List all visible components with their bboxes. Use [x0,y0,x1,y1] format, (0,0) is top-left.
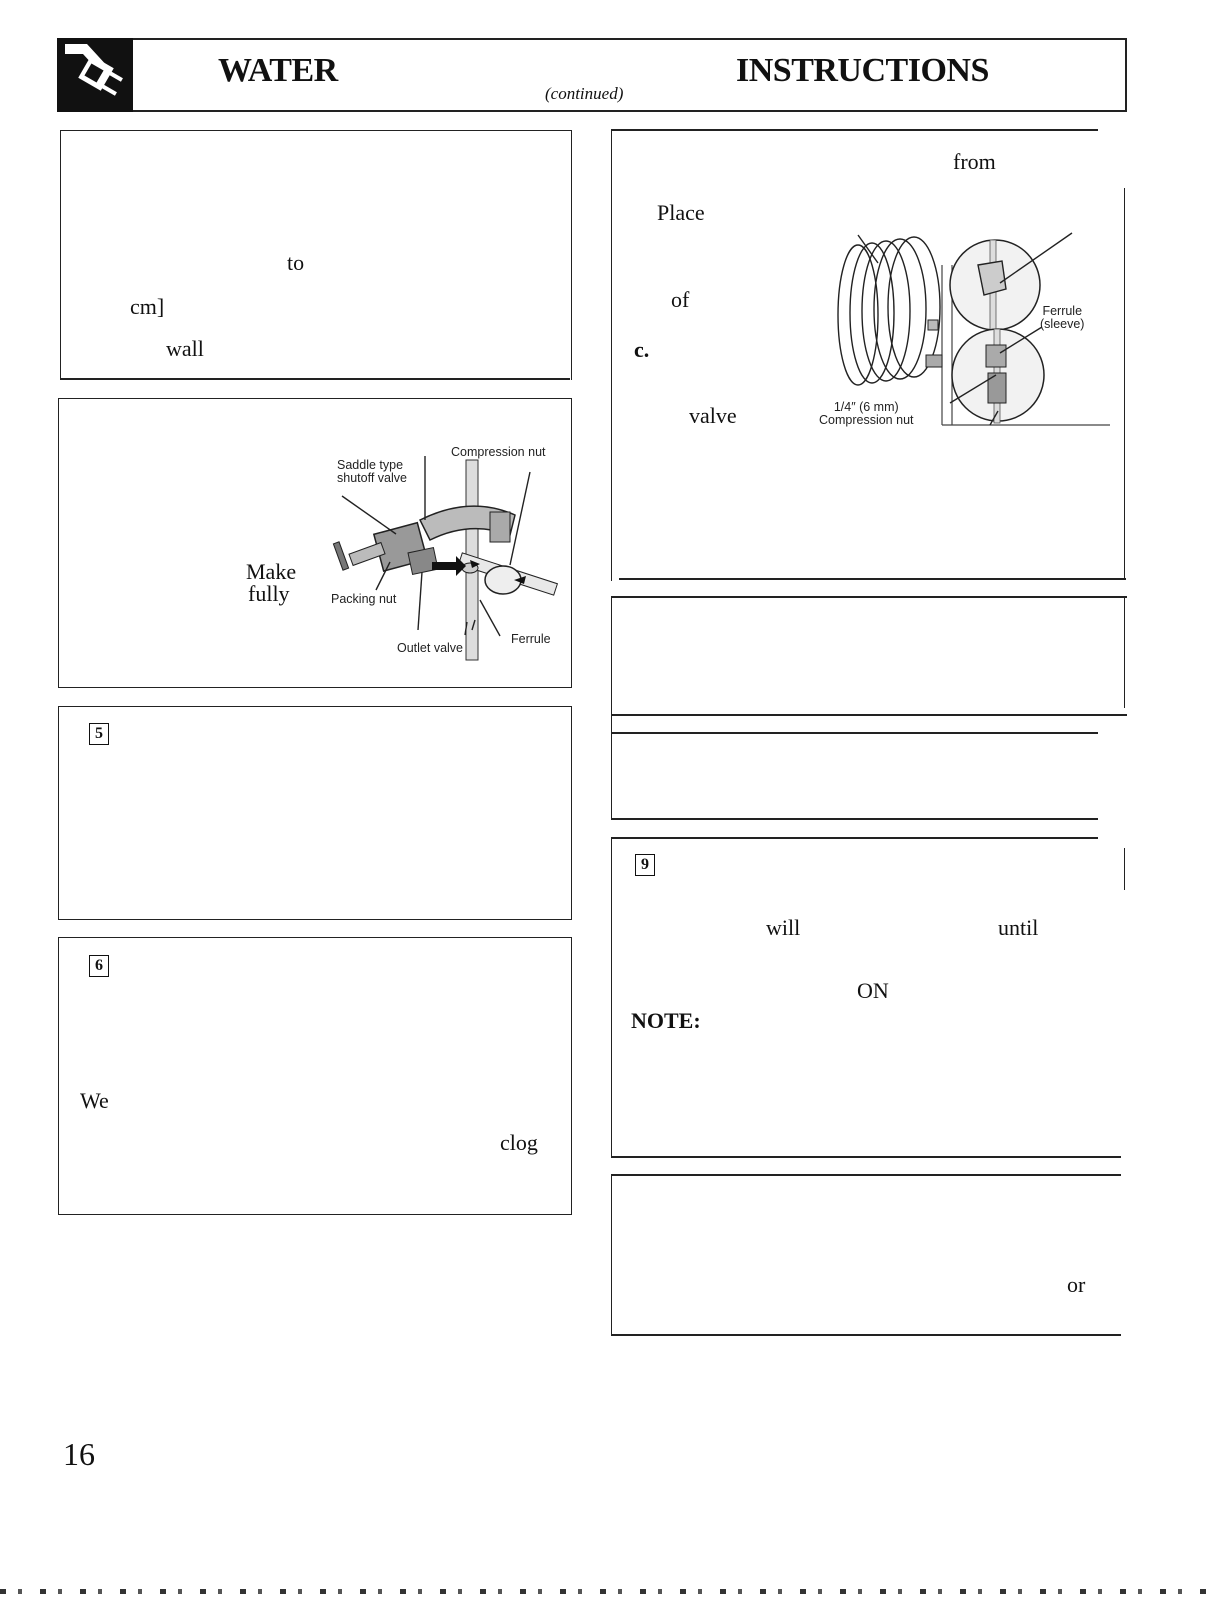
right-bottom-word-1: or [1067,1272,1086,1297]
label-compression-nut: Compression nut [451,445,546,459]
step-5-box [58,706,572,920]
section-b-word-2: fully [248,581,290,606]
step-9-word-3: ON [857,978,889,1003]
step-9-rule-top [611,837,1098,839]
section-a-word-3: wall [166,336,204,361]
label-ferrule: Ferrule [511,632,551,646]
right-mid-rule-top [611,596,1127,598]
right-top-right-edge [1124,188,1125,580]
right-bottom-rule-bottom [611,1334,1121,1336]
right-mid-rule-3 [611,818,1098,820]
step-9-word-2: until [998,915,1039,940]
right-top-rule-top [611,129,1098,131]
section-a-word-1: to [287,250,305,275]
step-9-number: 9 [635,854,655,876]
right-bottom-left-edge [611,1174,612,1336]
step-6-number: 6 [89,955,109,977]
step-6-word-2: clog [500,1130,538,1155]
right-mid-rule-1 [611,714,1127,716]
right-top-left-edge [611,129,612,581]
right-top-rule-bottom [619,578,1126,580]
section-a-rule [60,378,570,380]
step-5-number: 5 [89,723,109,745]
right-top-word-3: of [671,287,690,312]
label-coil-compression-nut: 1/4″ (6 mm) Compression nut [819,400,914,428]
label-outlet-valve: Outlet valve [397,641,464,655]
page-number: 16 [63,1436,95,1472]
right-top-word-2: Place [657,200,705,225]
right-top-word-4: c. [634,337,650,362]
header-subtitle: (continued) [545,84,624,103]
header-title-right: INSTRUCTIONS [736,52,989,89]
copper-coil-diagram [820,225,1110,435]
right-mid-rule-2 [611,732,1098,734]
right-bottom-rule-top [611,1174,1121,1176]
step-9-right-edge [1124,848,1125,890]
step-6-box [58,937,572,1215]
section-a-box [60,130,572,380]
right-mid-right-edge [1124,596,1125,708]
plug-icon [57,38,133,112]
section-b-word-1: Make [246,559,297,584]
label-packing-nut: Packing nut [331,592,397,606]
section-a-word-2: cm] [130,294,165,319]
step-6-word-1: We [80,1088,109,1113]
step-9-note: NOTE: [631,1008,701,1033]
label-ferrule-sleeve: Ferrule (sleeve) [1040,304,1085,332]
label-saddle-valve: Saddle type shutoff valve [337,458,407,486]
header-title-left: WATER [218,52,338,89]
right-mid-left-edge [611,596,612,820]
saddle-valve-diagram [320,440,570,660]
right-top-word-1: from [953,149,996,174]
step-9-rule-bottom [611,1156,1121,1158]
step-9-word-1: will [766,915,801,940]
step-9-left-edge [611,837,612,1157]
scan-edge-strip [0,1589,1211,1594]
right-top-word-5: valve [689,403,737,428]
